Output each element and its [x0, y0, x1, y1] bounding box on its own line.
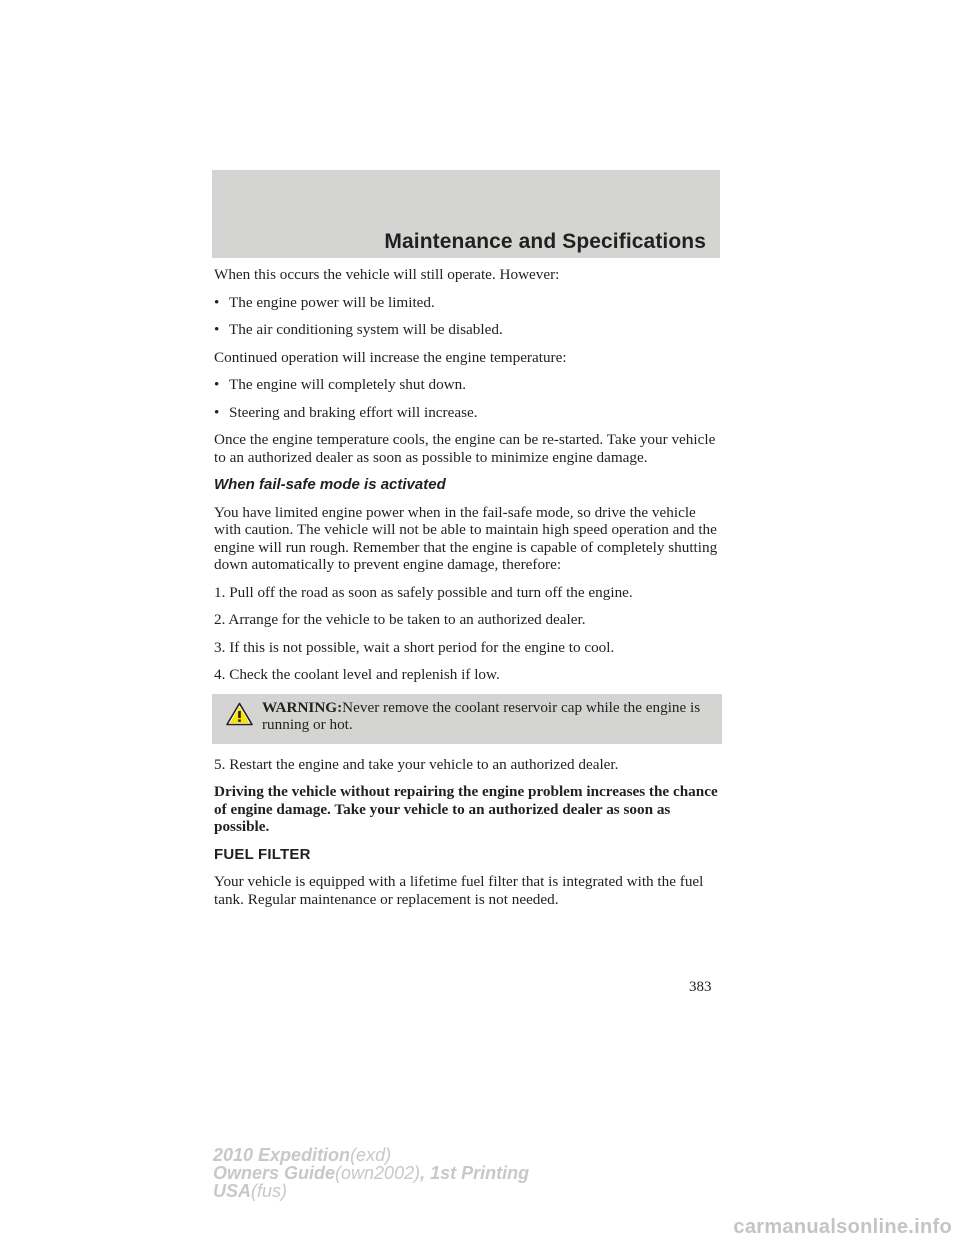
- list-item: • The air conditioning system will be disabled.: [214, 321, 503, 338]
- footer-line-market: USA(fus): [213, 1181, 288, 1201]
- step-item: 1. Pull off the road as soon as safely possible and turn off the engine.: [214, 583, 633, 601]
- step-item: 4. Check the coolant level and replenish if low.: [214, 666, 500, 683]
- print-footer: [213, 1146, 529, 1200]
- footer-line-model: 2010 Expedition(exd): [213, 1145, 392, 1165]
- step-item: 5. Restart the engine and take your vehicle to an authorized dealer.: [214, 755, 619, 773]
- step-item: 3. If this is not possible, wait a short period for the engine to cool.: [214, 638, 615, 656]
- continued-paragraph: Continued operation will increase the engine temperature:: [214, 348, 567, 366]
- page-body: [214, 266, 720, 918]
- fuel-filter-heading: FUEL FILTER: [214, 845, 311, 863]
- bullet-icon: •: [214, 403, 220, 421]
- step-item: 2. Arrange for the vehicle to be taken to an authorized dealer.: [214, 611, 586, 628]
- intro-paragraph: When this occurs the vehicle will still operate. However:: [214, 266, 560, 283]
- warning-triangle-icon: [226, 702, 253, 726]
- warning-box: [212, 694, 722, 744]
- fuel-filter-paragraph: Your vehicle is equipped with a lifetime fuel filter that is integrated with the fuel tank. Regular maintenance or replacement is not needed.: [214, 873, 704, 908]
- bullet-icon: •: [214, 321, 220, 338]
- list-item: • The engine power will be limited.: [214, 293, 435, 311]
- footer-line-guide: Owners Guide(own2002), 1st Printing: [213, 1163, 530, 1183]
- list-item: • The engine will completely shut down.: [214, 376, 467, 393]
- bullet-icon: •: [214, 293, 220, 311]
- cools-paragraph: Once the engine temperature cools, the engine can be re-started. Take your vehicle to an authorized dealer as soon as possible to minimize engine damage.: [214, 431, 716, 466]
- page-number: 383: [689, 979, 712, 995]
- warning-label: WARNING:: [262, 698, 343, 716]
- section-title: Maintenance and Specifications: [384, 230, 706, 253]
- site-watermark: carmanualsonline.info: [733, 1216, 952, 1238]
- bullet-icon: •: [214, 376, 220, 393]
- failsafe-paragraph: You have limited engine power when in the fail-safe mode, so drive the vehicle with caution. The vehicle will not be able to maintain high speed operation and the engine will run rough. Remember that the engine is capable of completely shutting down automatically to prevent engine damage, therefore:: [214, 503, 718, 573]
- section-header-band: [212, 170, 720, 258]
- warning-text: Never remove the coolant reservoir cap while the engine is running or hot.: [262, 698, 701, 733]
- bold-note: Driving the vehicle without repairing the engine problem increases the chance of engine damage. Take your vehicle to an authorized dealer as soon as possible.: [214, 783, 718, 835]
- list-item: • Steering and braking effort will increase.: [214, 403, 478, 421]
- failsafe-heading: When fail-safe mode is activated: [214, 476, 446, 493]
